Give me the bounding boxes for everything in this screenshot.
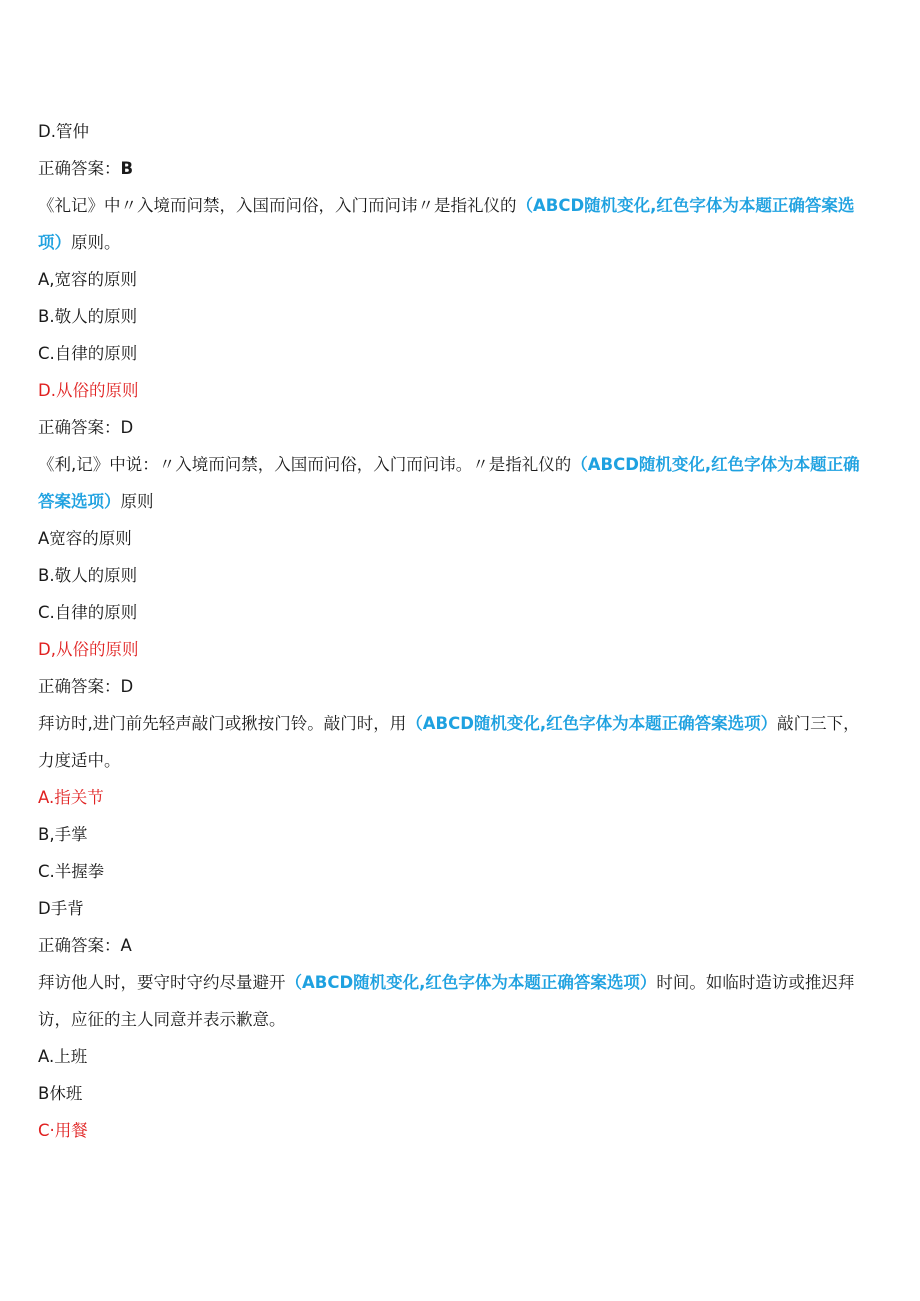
document-body <box>38 113 883 1149</box>
option-a-correct: A.指关节 <box>38 788 104 807</box>
hint-text: 答案选项） <box>38 492 121 511</box>
question-stem: 《礼记》中〃入境而问禁，入国而问俗，入门而问讳〃是指礼仪的 <box>38 196 517 215</box>
option-b: B休班 <box>38 1084 83 1103</box>
answer-value: B <box>120 159 134 178</box>
option-a: A.上班 <box>38 1047 88 1066</box>
question-text-continued: 力度适中。 <box>38 751 121 770</box>
question-stem: 《利,记》中说：〃入境而问禁，入国而问俗，入门而问讳。〃是指礼仪的 <box>38 455 572 474</box>
hint-text: （ABCD随机变化,红色字体为本题正确 <box>571 455 860 474</box>
correct-answer: 正确答案：A <box>38 936 132 955</box>
question-stem: 原则。 <box>71 233 121 252</box>
option-d: D.管仲 <box>38 122 89 141</box>
option-c-correct: C·用餐 <box>38 1121 88 1140</box>
option-b: B.敬人的原则 <box>38 566 138 585</box>
option-a: A宽容的原则 <box>38 529 132 548</box>
question-text-continued <box>38 483 883 520</box>
option-b: B.敬人的原则 <box>38 307 138 326</box>
question-text <box>38 705 883 742</box>
question-text <box>38 446 883 483</box>
correct-answer <box>38 150 883 187</box>
question-stem: 拜访他人时，要守时守约尽量避开 <box>38 973 286 992</box>
question-text-continued: 访，应征的主人同意并表示歉意。 <box>38 1010 286 1029</box>
question-stem: 原则 <box>120 492 154 511</box>
question-stem: 时间。如临时造访或推迟拜 <box>656 973 855 992</box>
option-d: D手背 <box>38 899 84 918</box>
correct-answer: 正确答案：D <box>38 677 134 696</box>
option-b: B,手掌 <box>38 825 88 844</box>
question-stem: 敲门三下， <box>777 714 860 733</box>
correct-answer: 正确答案：D <box>38 418 134 437</box>
option-a: A,宽容的原则 <box>38 270 138 289</box>
question-text-continued <box>38 224 883 261</box>
hint-text: （ABCD随机变化,红色字体为本题正确答案选项） <box>285 973 657 992</box>
hint-text: 项） <box>38 233 71 252</box>
hint-text: （ABCD随机变化,红色字体为本题正确答案选项） <box>406 714 778 733</box>
option-c: C.自律的原则 <box>38 603 138 622</box>
question-text <box>38 187 883 224</box>
option-d-correct: D.从俗的原则 <box>38 381 139 400</box>
option-c: C.半握拳 <box>38 862 105 881</box>
option-c: C.自律的原则 <box>38 344 138 363</box>
option-d-correct: D,从俗的原则 <box>38 640 139 659</box>
answer-label: 正确答案： <box>38 159 121 178</box>
question-text <box>38 964 883 1001</box>
question-stem: 拜访时,进门前先轻声敲门或揪按门铃。敲门时，用 <box>38 714 407 733</box>
hint-text: （ABCD随机变化,红色字体为本题正确答案选 <box>516 196 855 215</box>
